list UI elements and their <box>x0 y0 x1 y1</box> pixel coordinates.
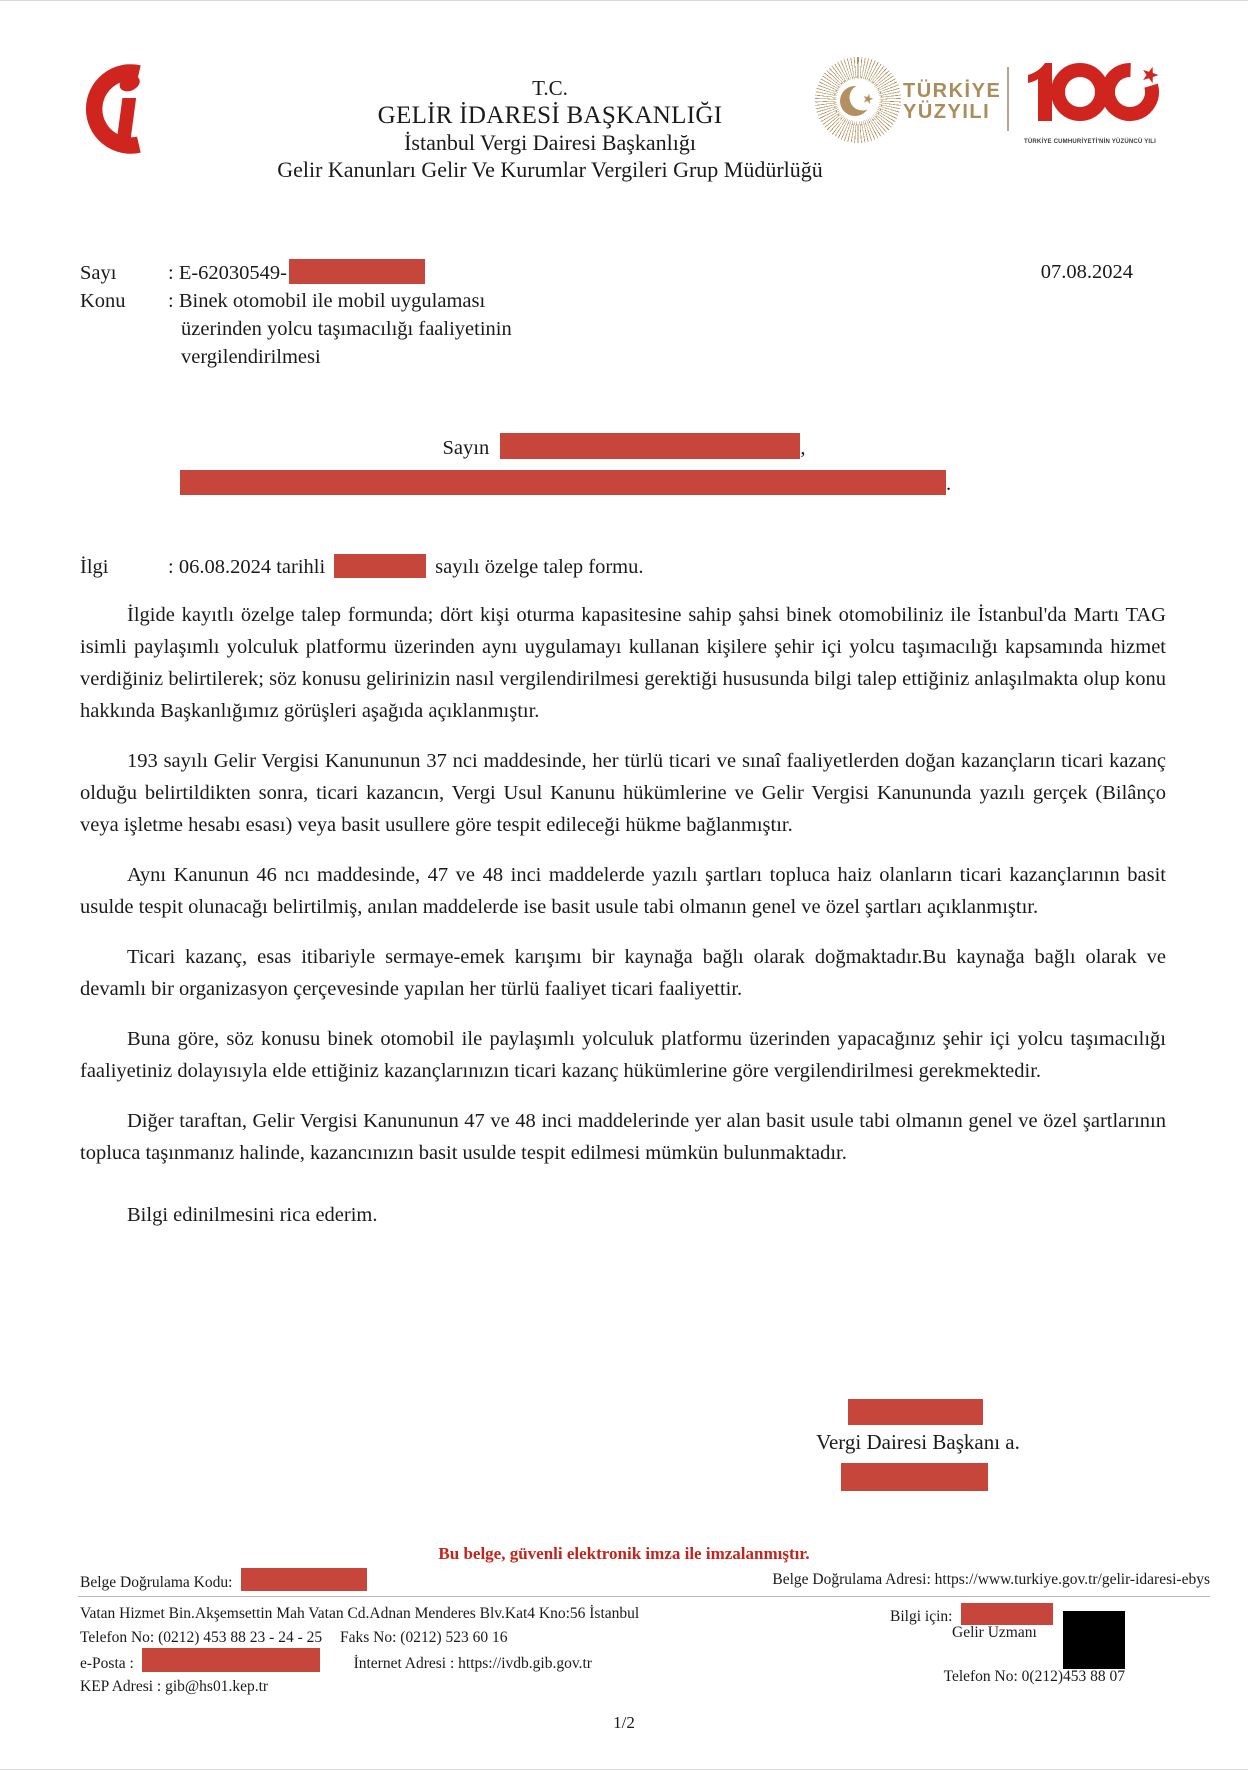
konu-label: Konu <box>80 290 126 312</box>
recipient-line <box>0 433 1248 460</box>
recipient-name-redaction <box>500 433 800 459</box>
header-organization: GELİR İDARESİ BAŞKANLIĞI <box>377 102 723 129</box>
signer-title: Vergi Dairesi Başkanı a. <box>816 1430 1020 1454</box>
ilgi-number-redaction <box>334 554 426 578</box>
logo-divider <box>1007 67 1009 131</box>
document-meta <box>80 259 512 371</box>
recipient-address-line <box>180 470 951 496</box>
document-date: 07.08.2024 <box>1040 261 1133 283</box>
esign-notice: Bu belge, güvenli elektronik imza ile imzalanmıştır. <box>438 1544 810 1563</box>
body-paragraph: Buna göre, söz konusu binek otomobil ile paylaşımlı yolculuk platformu üzerinden yapacağınız şehir içi yolcu taşımacılığı faaliyetiniz dolayısıyla elde ettiğiniz kazançlarınızın ticari kazanç hükümlerine göre vergilendirilmesi gerekmektedir. <box>80 1028 1166 1082</box>
recipient-address-redaction <box>180 470 946 495</box>
closing-line: Bilgi edinilmesini rica ederim. <box>127 1204 378 1226</box>
verify-code-redaction <box>241 1568 367 1591</box>
recipient-after-line: . <box>946 473 952 495</box>
contact-phone: Telefon No: 0(212)453 88 07 <box>943 1668 1125 1685</box>
email-redaction <box>142 1648 320 1672</box>
footer-divider <box>78 1596 1210 1597</box>
sayi-value: : E-62030549- <box>168 262 287 284</box>
turkiye-yuzyili-line1: TÜRKİYE <box>903 80 1002 102</box>
body-paragraph: Diğer taraftan, Gelir Vergisi Kanununun 47 ve 48 inci maddelerinde yer alan basit usule tabi olmanın genel ve özel şartlarının topluca taşınmanız halinde, kazancınızın basit usulde tespit edilmesi mümkün bulunmaktadır. <box>80 1110 1166 1164</box>
fax-number: Faks No: (0212) 523 60 16 <box>340 1629 508 1646</box>
turkiye-yuzyili-wordmark <box>903 81 1001 123</box>
ilgi-text-before: : 06.08.2024 tarihli <box>168 556 326 578</box>
phone-number: Telefon No: (0212) 453 88 23 - 24 - 25 <box>80 1629 323 1646</box>
centenary-caption: TÜRKİYE CUMHURİYETİ'NİN YÜZÜNCÜ YILI <box>1024 138 1160 145</box>
konu-row <box>80 287 512 315</box>
sayi-row <box>80 259 512 287</box>
email-label: e-Posta : <box>80 1655 134 1672</box>
recipient-after-name: , <box>800 437 806 459</box>
ilgi-text-after: sayılı özelge talep formu. <box>435 556 644 578</box>
header-office: İstanbul Vergi Dairesi Başkanlığı <box>404 130 696 155</box>
body-paragraph: Aynı Kanunun 46 ncı maddesinde, 47 ve 48 inci maddelerde yazılı şartları topluca haiz olanların ticari kazançlarının basit usulde tespit olunacağı belirtilmiş, anılan maddelerde ise basit usule tabi olmanın genel ve özel şartları açıklanmıştır. <box>80 864 1166 918</box>
internet-address: İnternet Adresi : https://ivdb.gib.gov.tr <box>353 1655 592 1672</box>
verify-address: Belge Doğrulama Adresi: https://www.turkiye.gov.tr/gelir-idaresi-ebys <box>772 1571 1210 1588</box>
info-for-label: Bilgi için: <box>890 1608 953 1625</box>
page-number: 1/2 <box>613 1713 635 1732</box>
ilgi-label: İlgi <box>80 556 109 578</box>
konu-line1: : Binek otomobil ile mobil uygulaması <box>168 290 486 312</box>
verify-code-row <box>80 1568 367 1592</box>
turkiye-yuzyili-logo-icon <box>815 57 901 143</box>
body-paragraph: 193 sayılı Gelir Vergisi Kanununun 37 nci maddesinde, her türlü ticari ve sınaî faaliyetlerden doğan kazançların ticari kazanç olduğu belirtildikten sonra, ticari kazancın, Vergi Usul Kanunu hükümlerine ve Gelir Vergisi Kanununda yazılı gerçek (Bilânço veya işletme hesabı esası) veya basit usullere göre tespit edileceği hükme bağlanmıştır. <box>80 750 1166 836</box>
sayi-redaction <box>289 259 425 284</box>
letter-body <box>80 553 1166 1231</box>
turkiye-yuzyili-line2: YÜZYILI <box>903 101 991 123</box>
konu-line2: üzerinden yolcu taşımacılığı faaliyetinin <box>181 318 512 340</box>
header-unit: Gelir Kanunları Gelir Ve Kurumlar Vergileri Grup Müdürlüğü <box>277 157 823 182</box>
body-paragraph: Ticari kazanç, esas itibariyle sermaye-emek karışımı bir kaynağa bağlı olarak doğmaktadır.Bu kaynağa bağlı olarak ve devamlı bir organizasyon çerçevesinde yapılan her türlü faaliyet ticari faaliyettir. <box>80 946 1166 1000</box>
kep-address: KEP Adresi : gib@hs01.kep.tr <box>80 1678 269 1695</box>
info-for-redaction <box>961 1603 1053 1625</box>
staff-role: Gelir Uzmanı <box>952 1624 1037 1641</box>
body-paragraph: İlgide kayıtlı özelge talep formunda; dört kişi oturma kapasitesine sahip şahsi binek otomobiliniz ile İstanbul'da Martı TAG isimli paylaşımlı yolculuk platformu üzerinden aynı uygulamayı kullanan kişilere şehir içi yolcu taşımacılığı kapsamında hizmet verdiğiniz belirtilerek; söz konusu gelirinizin nasıl vergilendirilmesi gerektiği hususunda bilgi talep ettiğiniz anlaşılmakta olup konu hakkında Başkanlığımız görüşleri aşağıda açıklanmıştır. <box>80 604 1166 722</box>
office-address: Vatan Hizmet Bin.Akşemsettin Mah Vatan Cd.Adnan Menderes Blv.Kat4 Kno:56 İstanbul <box>80 1605 640 1622</box>
sayi-label: Sayı <box>80 262 117 284</box>
phone-fax-row <box>80 1628 508 1647</box>
header-tc: T.C. <box>532 76 568 100</box>
verify-code-label: Belge Doğrulama Kodu: <box>80 1574 233 1591</box>
centenary-100-logo-icon <box>1020 57 1160 154</box>
email-row <box>80 1648 592 1673</box>
ilgi-row <box>80 553 1166 581</box>
qr-code-redaction <box>1063 1611 1125 1669</box>
konu-line3: vergilendirilmesi <box>181 346 321 368</box>
signer-role-redaction <box>841 1463 988 1491</box>
signer-name-redaction <box>848 1399 983 1425</box>
recipient-salutation: Sayın <box>442 437 490 459</box>
